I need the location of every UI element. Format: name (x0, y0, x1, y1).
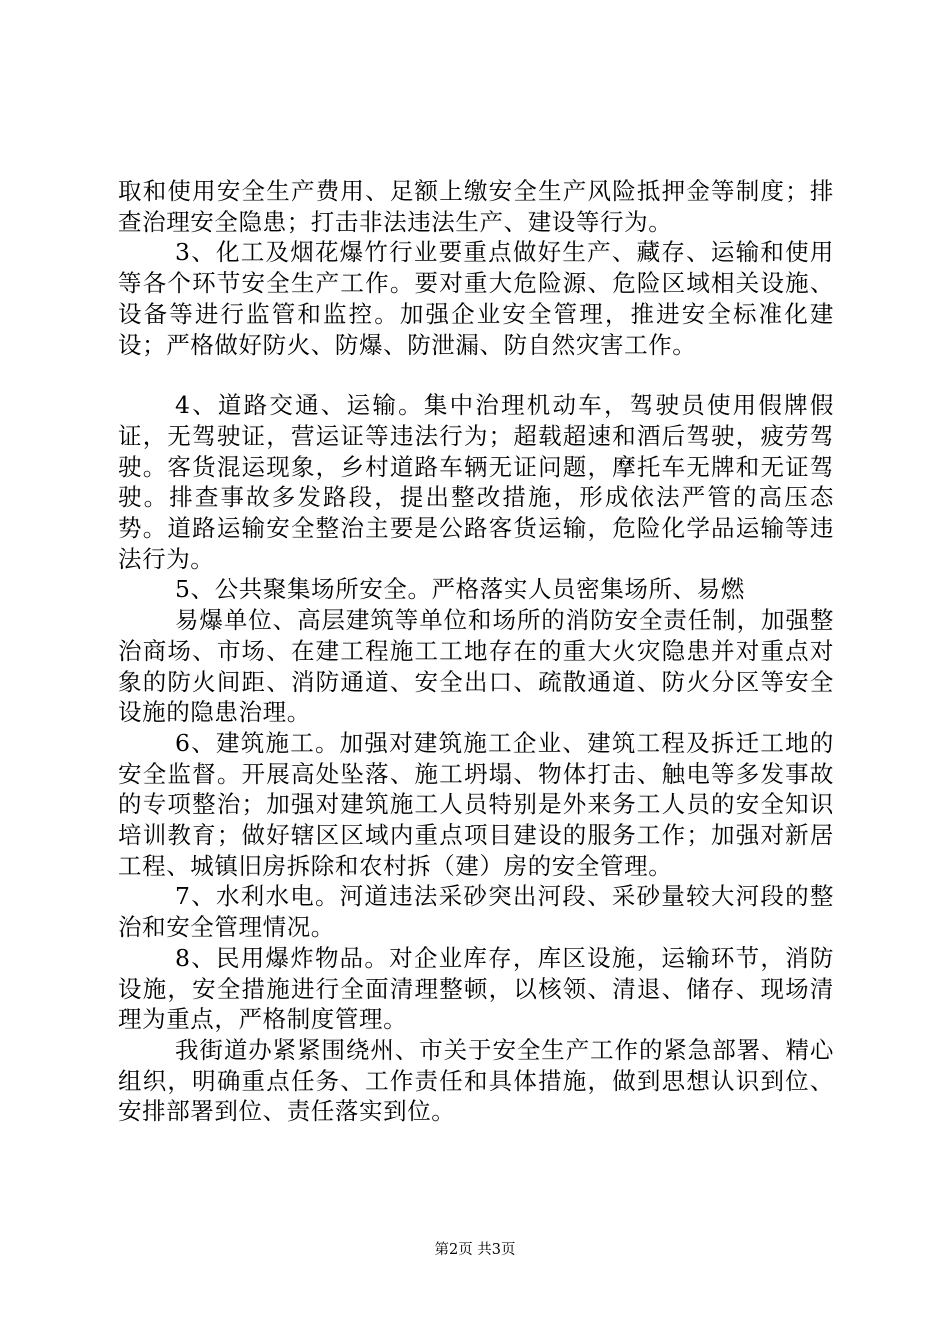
document-body (118, 176, 834, 1127)
page-number-label: 第2页 共3页 (434, 1242, 516, 1258)
paragraph-item-4: 4、道路交通、运输。集中治理机动车，驾驶员使用假牌假证，无驾驶证，营运证等违法行为；超载超速和酒后驾驶，疲劳驾驶。客货混运现象，乡村道路车辆无证问题，摩托车无牌和无证驾驶。排查事故多发路段，提出整改措施，形成依法严管的高压态势。道路运输安全整治主要是公路客货运输，危险化学品运输等违法行为。 (118, 391, 834, 573)
paragraph-item-7: 7、水利水电。河道违法采砂突出河段、采砂量较大河段的整治和安全管理情况。 (118, 882, 834, 942)
paragraph-closing: 我街道办紧紧围绕州、市关于安全生产工作的紧急部署、精心组织，明确重点任务、工作责任和具体措施，做到思想认识到位、安排部署到位、责任落实到位。 (118, 1035, 834, 1126)
paragraph-item-6: 6、建筑施工。加强对建筑施工企业、建筑工程及拆迁工地的安全监督。开展高处坠落、施工坍塌、物体打击、触电等多发事故的专项整治；加强对建筑施工人员特别是外来务工人员的安全知识培训教育；做好辖区区域内重点项目建设的服务工作；加强对新居工程、城镇旧房拆除和农村拆（建）房的安全管理。 (118, 728, 834, 880)
paragraph-continuation: 取和使用安全生产费用、足额上缴安全生产风险抵押金等制度；排查治理安全隐患；打击非法违法生产、建设等行为。 (118, 177, 834, 236)
paragraph-item-5-continued: 易爆单位、高层建筑等单位和场所的消防安全责任制，加强整治商场、市场、在建工程施工工地存在的重大火灾隐患并对重点对象的防火间距、消防通道、安全出口、疏散通道、防火分区等安全设施的隐患治理。 (118, 606, 834, 727)
page-footer (0, 1241, 950, 1259)
paragraph-item-3: 3、化工及烟花爆竹行业要重点做好生产、藏存、运输和使用等各个环节安全生产工作。要对重大危险源、危险区域相关设施、设备等进行监管和监控。加强企业安全管理，推进安全标准化建设；严格做好防火、防爆、防泄漏、防自然灾害工作。 (118, 238, 834, 359)
paragraph-item-5: 5、公共聚集场所安全。严格落实人员密集场所、易燃 (175, 575, 745, 604)
paragraph-item-8: 8、民用爆炸物品。对企业库存，库区设施，运输环节，消防设施，安全措施进行全面清理整顿，以核领、清退、储存、现场清理为重点，严格制度管理。 (118, 943, 834, 1034)
